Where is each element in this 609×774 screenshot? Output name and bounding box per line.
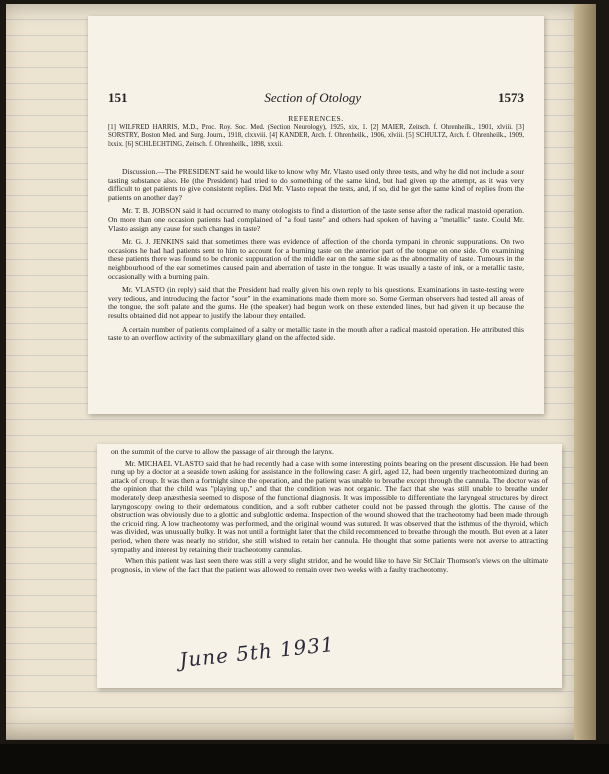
references-list: [1] WILFRED HARRIS, M.D., Proc. Roy. Soc. Med. (Section Neurology), 1925, xix, 1. [2] MAIER, Zeitsch. f. Ohrenheilk., 1901, xlviii. [3] SORSTRY, Boston Med. and Surg. Journ., 1918, clxxviii. [4] KANDER, Arch. f. Ohrenheilk., 1906, xlviii. [5] SCHULTZ, Arch. f. Ohrenheilk., 1909, lxxix. [6] SCHLECHTING, Zeitsch. f. Ohrenheilk., 1898, xxxii. xyxy=(108,124,524,148)
paragraph: Mr. T. B. JOBSON said it had occurred to many otologists to find a distortion of the taste sense after the radical mastoid operation. On more than one occasion patients had complained of "a foul taste" and others had spoken of having a "metallic" taste. Could Mr. Vlasto assign any cause for such changes in taste? xyxy=(108,206,524,233)
paragraph: When this patient was last seen there was still a very slight stridor, and he would like to have Sir StClair Thomson's views on the ultimate prognosis, in view of the fact that the patient was allowed to remain over two weeks with a faulty tracheotomy. xyxy=(111,556,548,574)
paragraph: on the summit of the curve to allow the passage of air through the larynx. xyxy=(111,447,334,456)
paragraph: Mr. MICHAEL VLASTO said that he had recently had a case with some interesting points bearing on the present discussion. He had been rung up by a doctor at a seaside town asking for assistance in the following case: A girl, aged 12, had been urgently tracheotomized during an attack of croup. It was then a fortnight since the operation, and the patient was unable to breathe except through the cannula. The doctor was of the opinion that the child was "playing up," and that the condition was not organic. The fact that she was still unable to breathe under moderately deep anæsthesia seemed to dispose of the functional diagnosis. It was impossible to differentiate the laryngeal structures by direct laryngoscopy owing to their œdematous condition, and a soft rubber catheter could not be passed through the glottis. The cause of the obstruction was obviously due to a glottic and subglottic œdema. Inspection of the wound showed that the tracheotomy had been made through the cricoid ring. A low tracheotomy was performed, and the original wound was sutured. It was observed that the isthmus of the thyroid, which was divided, was unusually bulky. It was not until a fortnight later that the child recommenced to breathe through the mouth. But even at a later period, when there was nearly no stridor, she still wished to retain her cannula. He thought that some patients were not averse to attracting sympathy and interest by retaining their tracheotomy cannulas. xyxy=(111,458,548,554)
page-number-right: 1573 xyxy=(497,90,524,105)
page-edge xyxy=(574,4,596,740)
page-number-left: 151 xyxy=(108,90,128,105)
references-heading: REFERENCES. xyxy=(288,114,344,123)
page-header xyxy=(108,90,524,106)
journal-clipping-top xyxy=(88,16,544,414)
paragraph: Discussion.—The PRESIDENT said he would like to know why Mr. Vlasto used only three tests, and why he did not include a sour tasting substance also. He (the President) had tried to do something of the same kind, but had given up the attempt, as it was very difficult to get patients to give consistent replies. Did Mr. Vlasto repeat the tests, and, if so, did he get the same kind of replies from the patients on another day? xyxy=(108,167,524,202)
binding-strip xyxy=(0,744,609,774)
handwritten-date: June 5th 1931 xyxy=(178,631,336,673)
section-title: Section of Otology xyxy=(264,90,362,105)
discussion-text xyxy=(108,168,524,348)
scrapbook-page xyxy=(6,4,596,740)
journal-clipping-bottom xyxy=(97,444,562,688)
paragraph: Mr. G. J. JENKINS said that sometimes there was evidence of affection of the chorda tympani in chronic suppurations. On two occasions he had had patients sent to him to account for a burning taste on the anterior part of the tongue on one side. On examining these patients there was found to be chronic suppuration of the middle ear on the same side as the abnormality of taste. Tumours in the neighbourhood of the ear sometimes caused pain and aberration of taste in the tongue. It was usually a taste of ink, or a metallic taste, occasionally with a burning pain. xyxy=(108,237,524,281)
paragraph: Mr. VLASTO (in reply) said that the President had really given his own reply to his questions. Examinations in taste-testing were very tedious, and introducing the factor "sour" in the examinations made them more so. Some German observers had tested all areas of the tongue, the soft palate and the gums. He (the speaker) had begun work on these extended lines, but had given it up because the results obtained did not appear to justify the labour they entailed. xyxy=(108,285,524,320)
case-report-text xyxy=(111,448,548,577)
paragraph: A certain number of patients complained of a salty or metallic taste in the mouth after a radical mastoid operation. He attributed this taste to an overflow activity of the submaxillary gland on the affected side. xyxy=(108,324,524,343)
